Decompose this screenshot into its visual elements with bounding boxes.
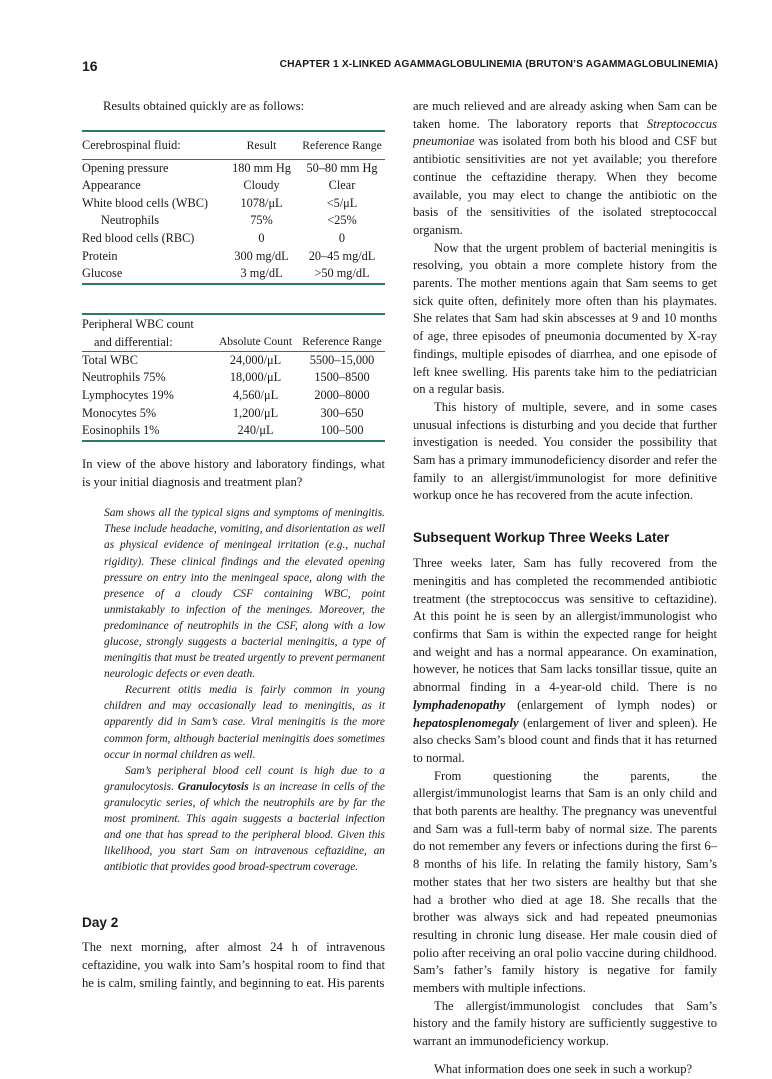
csf-range: 0 <box>338 231 346 246</box>
left-column <box>82 98 385 993</box>
csf-header-range: Reference Range <box>299 131 385 160</box>
answer-text: is an increase in cells of the granulocytic series, of which the neutrophils are by far the most prominent. This again suggests a bacterial infection and one that has spread to the peripheral blood. Given this likelihood, you start Sam on intravenous ceftazidine, an antibiotic that provides good broad-spectrum coverage. <box>104 780 385 874</box>
csf-test: Opening pressure <box>82 160 169 175</box>
csf-header-label: Cerebrospinal fluid: <box>82 131 224 160</box>
csf-result: 1078/μL <box>240 195 283 210</box>
wbc-range: 300–650 <box>320 405 364 420</box>
right-paragraph-6: The allergist/immunologist concludes that Sam’s history and the family history are sufficiently suggestive to warrant an immunodeficiency workup. <box>413 998 717 1049</box>
wbc-cell-type: Lymphocytes 19% <box>82 388 174 403</box>
table-row <box>82 159 385 177</box>
table-row <box>82 195 385 213</box>
csf-test: Protein <box>82 248 118 263</box>
right-paragraph-4 <box>413 555 717 767</box>
csf-result: 0 <box>258 231 265 246</box>
wbc-range: 1500–8500 <box>314 370 370 385</box>
answer-paragraph-1: Sam shows all the typical signs and symptoms of meningitis. These include headache, vomiting, and disorientation as well as physical evidence of meningeal irritation (e.g., nuchal rigidity). These clinical findings and the elevated opening pressure on entry into the meningeal space, along with the presence of a cloudy CSF containing WBC, point unmistakably to infection of the meninges. Moreover, the predominance of neutrophils in the CSF, along with a low glucose, strongly suggests a bacterial meningitis, a type of meningitis that must be treated urgently to prevent permanent neurologic defects or even death. <box>104 507 385 681</box>
csf-test: White blood cells (WBC) <box>82 195 209 210</box>
subsequent-workup-heading: Subsequent Workup Three Weeks Later <box>413 530 670 546</box>
wbc-cell-type: Neutrophils 75% <box>82 370 166 385</box>
csf-result: 75% <box>250 213 273 228</box>
wbc-range: 2000–8000 <box>314 388 370 403</box>
wbc-header-line1: Peripheral WBC count <box>82 316 194 331</box>
wbc-table <box>82 313 385 442</box>
csf-table <box>82 130 385 285</box>
chapter-title: CHAPTER 1 X-LINKED AGAMMAGLOBULINEMIA (BRUTON’S AGAMMAGLOBULINEMIA) <box>279 59 718 70</box>
table-row <box>82 177 385 195</box>
csf-header-result: Result <box>224 131 299 160</box>
answer-block <box>104 505 385 875</box>
wbc-count: 4,560/μL <box>232 388 279 403</box>
table-row <box>82 405 385 423</box>
results-intro: Results obtained quickly are as follows: <box>103 99 305 113</box>
csf-header-row <box>82 131 385 160</box>
wbc-cell-type: Total WBC <box>82 352 138 367</box>
csf-range: Clear <box>328 178 356 193</box>
csf-result: 3 mg/dL <box>224 265 299 284</box>
diagnosis-question: In view of the above history and laboratory findings, what is your initial diagnosis and treatment plan? <box>82 456 385 489</box>
csf-range: 50–80 mm Hg <box>306 160 378 175</box>
csf-test: Red blood cells (RBC) <box>82 231 195 246</box>
body-text: (enlargement of liver and spleen). He also checks Sam’s blood count and finds that it has returned to normal. <box>413 715 717 765</box>
hepatosplenomegaly-term: hepatosplenomegaly <box>413 715 519 730</box>
answer-paragraph-2: Recurrent otitis media is fairly common in young children and may occasionally lead to meningitis, as it apparently did in Sam’s case. Viral meningitis is the more common form, although bacterial meningitis does sometimes occur in normal children as well. <box>104 684 385 761</box>
organism-name: Streptococcus pneumoniae <box>413 116 717 149</box>
wbc-header-line2: and differential: <box>94 334 173 349</box>
csf-test: Appearance <box>82 178 141 193</box>
table-row <box>82 422 385 441</box>
right-paragraph-1 <box>413 98 717 240</box>
lymphadenopathy-term: lymphadenopathy <box>413 697 506 712</box>
right-paragraph-3: This history of multiple, severe, and in some cases unusual infections is disturbing and you decide that further investigation is needed. You consider the possibility that Sam has a primary immunodeficiency disorder and refer the family to an allergist/immunologist for more definitive workup once he has recovered from the acute infection. <box>413 399 717 503</box>
csf-test: Neutrophils <box>101 213 160 228</box>
wbc-range: 5500–15,000 <box>309 352 375 367</box>
wbc-range: 100–500 <box>299 422 385 441</box>
body-text: was isolated from both his blood and CSF but antibiotic sensitivities are not yet available; you therefore continue the ceftazidine therapy. When they become available, you may elect to change the antibiotic on the basis of the sensitivities of the isolated streptococcal organism. <box>413 134 717 237</box>
day2-paragraph: The next morning, after almost 24 h of intravenous ceftazidine, you walk into Sam’s hospital room to find that he is calm, smiling faintly, and beginning to eat. His parents <box>82 940 385 990</box>
csf-range: <25% <box>327 213 357 228</box>
csf-range: >50 mg/dL <box>299 265 385 284</box>
table-row <box>82 230 385 248</box>
table-row <box>82 387 385 405</box>
body-text: (enlargement of lymph nodes) or <box>505 697 717 712</box>
csf-range: <5/μL <box>326 195 358 210</box>
right-paragraph-5: From questioning the parents, the allergist/immunologist learns that Sam is an only child and that both parents are healthy. The pregnancy was uneventful and Sam was a full-term baby of normal size. The parents do not remember any fevers or infections during the first 6–8 months of his life. In relating the family history, Sam’s mother states that her two sisters are healthy but that she had a brother who died at age 18. She recalls that the brother was always sick and had repeated pneumonias resulting in chronic lung disease. Her male cousin died of polio after receiving an oral polio vaccine during childhood. Sam’s father’s family history is negative for family members with multiple infections. <box>413 768 717 996</box>
table-row <box>82 369 385 387</box>
table-row <box>82 248 385 266</box>
table-row <box>82 212 385 230</box>
right-column <box>413 98 717 1079</box>
wbc-header-count: Absolute Count <box>212 314 299 352</box>
workup-question: What information does one seek in such a workup? <box>434 1061 693 1076</box>
wbc-count: 1,200/μL <box>232 405 279 420</box>
csf-range: 20–45 mg/dL <box>308 248 376 263</box>
wbc-header-label <box>82 314 212 352</box>
wbc-cell-type: Monocytes 5% <box>82 405 157 420</box>
body-text: are much relieved and are already asking when Sam can be taken home. The laboratory reports that <box>413 99 717 131</box>
body-text: Three weeks later, Sam has fully recovered from the meningitis and has completed the recommended antibiotic treatment (the streptococcus was sensitive to ceftazidine). At this point he is seen by an allergist/immunologist who confirms that Sam is within the expected range for height and weight and has a normal appearance. On examination, however, he notices that Sam lacks tonsillar tissue, quite an abnormal finding in a 4-year-old child. There is no <box>413 556 717 695</box>
wbc-count: 240/μL <box>212 422 299 441</box>
answer-paragraph-3 <box>104 763 385 876</box>
granulocytosis-term: Granulocytosis <box>177 780 249 793</box>
wbc-header-range: Reference Range <box>299 314 385 352</box>
wbc-count: 18,000/μL <box>229 370 282 385</box>
page-number: 16 <box>82 58 98 74</box>
csf-result: Cloudy <box>243 178 280 193</box>
csf-test: Glucose <box>82 265 224 284</box>
csf-result: 300 mg/dL <box>234 248 289 263</box>
wbc-count: 24,000/μL <box>229 352 282 367</box>
day2-heading: Day 2 <box>82 915 119 931</box>
wbc-header-row <box>82 314 385 352</box>
running-header <box>82 58 718 76</box>
answer-text: Sam’s peripheral blood cell count is high due to a granulocytosis. <box>104 764 385 793</box>
right-paragraph-2: Now that the urgent problem of bacterial meningitis is resolving, you obtain a more complete history from the parents. The mother mentions again that Sam seems to get sick quite often, definitely more often than his playmates. She relates that Sam had skin abscesses at 9 and 10 months of age, three episodes of pneumonia documented by X-ray findings, multiple episodes of diarrhea, and one episode of left knee swelling. His parents take him to the pediatrician on a regular basis. <box>413 240 717 397</box>
table-row <box>82 265 385 284</box>
csf-result: 180 mm Hg <box>232 160 291 175</box>
wbc-cell-type: Eosinophils 1% <box>82 422 212 441</box>
table-row <box>82 351 385 369</box>
